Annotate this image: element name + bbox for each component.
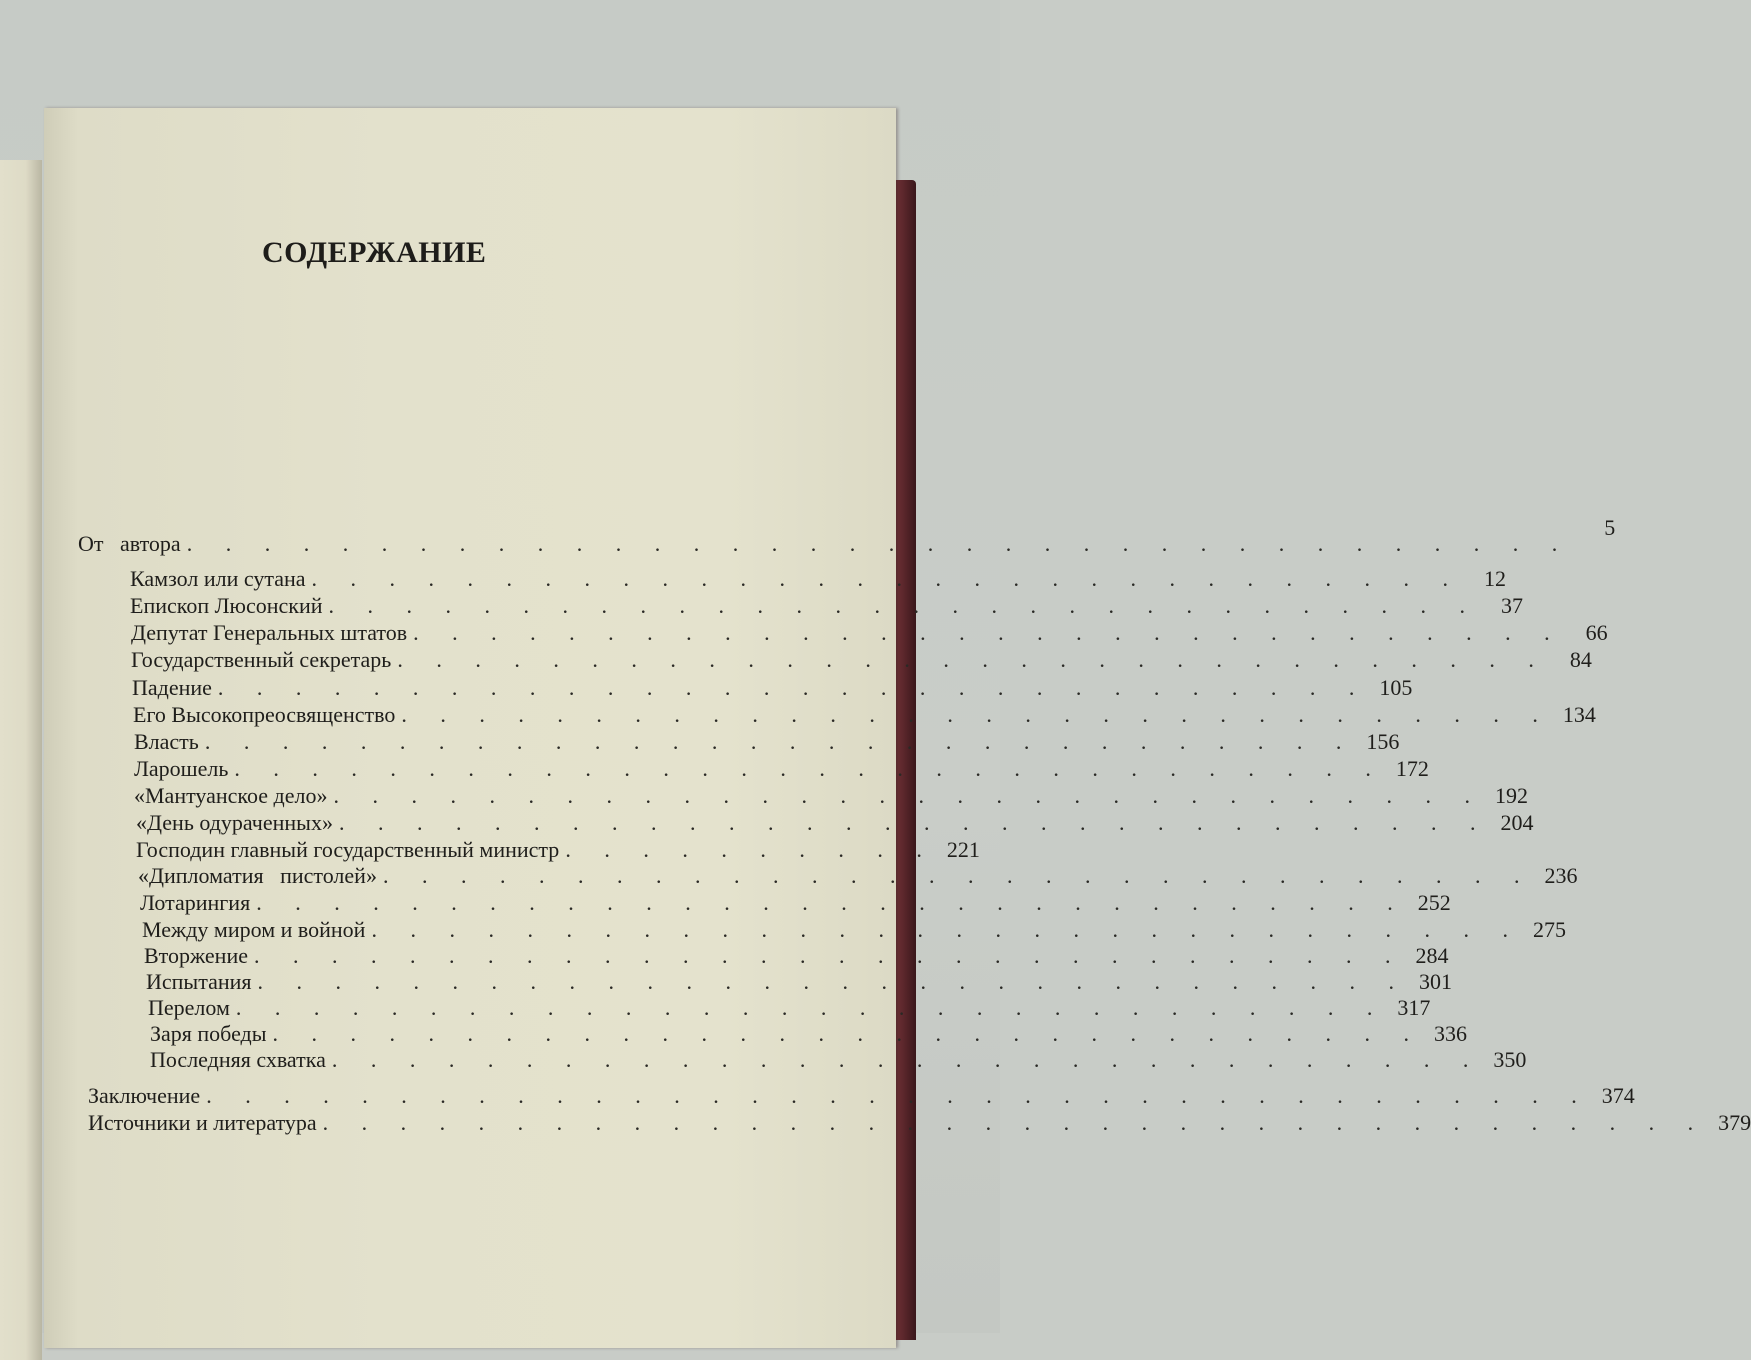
toc-entry-page: 374 xyxy=(1601,1083,1635,1108)
leader-dots: . . . . . . . . . . . . . . . . . . . . . . . . . . . . . . xyxy=(382,863,1534,888)
leader-dots: . . . . . . . . . . . . . . . . . . . . . . . . . . . . . . . . . . . . xyxy=(186,531,1572,556)
leader-dots: . . . . . . . . . . . . . . . . . . . . . . . . . . . . . . xyxy=(401,702,1552,727)
leader-dots: . . . . . . . . . . . . . . . . . . . . . . . . . . . . . . xyxy=(253,943,1405,968)
toc-entry xyxy=(148,994,1431,1022)
toc-entry-label: От автора xyxy=(78,531,181,556)
toc-entry xyxy=(134,782,1528,810)
toc-entry-page: 66 xyxy=(1585,620,1608,645)
toc-entry-page: 275 xyxy=(1532,917,1566,942)
toc-entry xyxy=(78,515,1616,558)
leader-dots: . . . . . . . . . . . . . . . . . . . . . . . . . . . . . . xyxy=(328,593,1479,618)
toc-entry-page: 284 xyxy=(1415,943,1449,968)
leader-dots: . . . . . . . . . . . . . . . . . . . . . . . . . . . . . . xyxy=(311,566,1463,591)
toc-entry xyxy=(130,565,1507,593)
toc-entry-label: Заря победы xyxy=(150,1021,267,1046)
toc-entry-page: 252 xyxy=(1417,890,1451,915)
toc-entry-label: Депутат Генеральных штатов xyxy=(131,620,408,645)
leader-dots: . . . . . . . . . . . . . . . . . . . . . . . . . . . . . . xyxy=(204,729,1356,754)
leader-dots: . . . . . . . . . . . . . . . . . . . . . . . . . . . . . . xyxy=(371,917,1522,942)
toc-entry-page: 12 xyxy=(1484,566,1507,591)
leader-dots: . . . . . . . . . . . . . . . . . . . . . . . . . . . . . . xyxy=(217,675,1369,700)
toc-entry-page: 37 xyxy=(1501,593,1523,618)
leader-dots: . . . . . . . . . . . . . . . . . . . . . . . . . . . . . . xyxy=(338,810,1490,835)
toc-entry-page: 84 xyxy=(1569,647,1592,672)
leader-dots: . . . . . . . . . . . . . . . . . . . . . . . . . . . . . . xyxy=(272,1021,1424,1046)
toc-entry-label: «Дипломатия пистолей» xyxy=(138,863,377,888)
toc-entry xyxy=(88,1109,1751,1137)
toc-entry-label: Епископ Люсонский xyxy=(130,593,323,618)
toc-entry xyxy=(136,809,1534,837)
leader-dots: . . . . . . . . . . . . . . . . . . . . . . . . . . . . . . xyxy=(413,620,1564,645)
toc-entry-page: 379 xyxy=(1718,1110,1751,1135)
toc-entry xyxy=(146,968,1453,996)
toc-entry xyxy=(134,755,1429,783)
toc-entry-page: 236 xyxy=(1544,863,1578,888)
toc-entry xyxy=(131,646,1592,674)
toc-entry xyxy=(131,619,1608,647)
toc-entry xyxy=(142,916,1566,944)
toc-entry-label: Государственный секретарь xyxy=(131,647,392,672)
toc-entry-page: 317 xyxy=(1397,995,1431,1020)
leader-dots: . . . . . . . . . . . . . . . . . . . . . . . . . . . . . . xyxy=(333,783,1484,808)
toc-entry xyxy=(150,1046,1527,1074)
toc-entry-label: Перелом xyxy=(148,995,230,1020)
toc-entry xyxy=(140,889,1451,917)
toc-entry-label: Падение xyxy=(132,675,212,700)
toc-entry xyxy=(134,728,1400,756)
toc-entry-label: Господин главный государственный министр xyxy=(136,837,560,862)
leader-dots: . . . . . . . . . . . . . . . . . . . . . . . . . . . . . . . . . . . . xyxy=(322,1110,1708,1135)
toc-entry-label: Источники и литература xyxy=(88,1110,317,1135)
toc-entry xyxy=(88,1082,1635,1110)
toc-entry-label: Испытания xyxy=(146,969,252,994)
toc-entry-label: Заключение xyxy=(88,1083,201,1108)
toc-entry-label: «День одураченных» xyxy=(136,810,333,835)
toc-entry xyxy=(150,1020,1468,1048)
toc-entry-label: Последняя схватка xyxy=(150,1047,326,1072)
leader-dots: . . . . . . . . . . . . . . . . . . . . . . . . . . . . . . . . . . . . xyxy=(206,1083,1591,1108)
toc-entry-page: 172 xyxy=(1395,756,1429,781)
leader-dots: . . . . . . . . . . . . . . . . . . . . . . . . . . . . . . xyxy=(331,1047,1483,1072)
toc-entry xyxy=(144,942,1449,970)
toc-entry-label: Власть xyxy=(134,729,199,754)
toc-entry xyxy=(138,862,1578,890)
toc-entry xyxy=(130,592,1523,620)
toc-entry xyxy=(133,701,1596,729)
leader-dots: . . . . . . . . . . . . . . . . . . . . . . . . . . . . . . xyxy=(235,995,1387,1020)
leader-dots: . . . . . . . . . . . . . . . . . . . . . . . . . . . . . . xyxy=(256,890,1407,915)
toc-entry-page: 336 xyxy=(1434,1021,1468,1046)
toc-entry-label: Ларошель xyxy=(134,756,229,781)
toc-entry-page: 204 xyxy=(1500,810,1534,835)
toc-entry xyxy=(132,674,1413,702)
leader-dots: . . . . . . . . . . . . . . . . . . . . . . . . . . . . . . xyxy=(397,647,1548,672)
toc-entry-page: 350 xyxy=(1493,1047,1527,1072)
toc-entry-page: 301 xyxy=(1419,969,1453,994)
leader-dots: . . . . . . . . . . . . . . . . . . . . . . . . . . . . . . xyxy=(234,756,1385,781)
leader-dots: . . . . . . . . . . xyxy=(565,837,936,862)
toc-entry-page: 5 xyxy=(1604,515,1616,540)
toc-entry-label: Лотарингия xyxy=(140,890,251,915)
page-title: СОДЕРЖАНИЕ xyxy=(262,236,487,269)
toc-entry-label: Между миром и войной xyxy=(142,917,366,942)
leader-dots: . . . . . . . . . . . . . . . . . . . . . . . . . . . . . . xyxy=(257,969,1409,994)
toc-entry-label: Его Высокопреосвященство xyxy=(133,702,396,727)
toc-entry-page: 192 xyxy=(1494,783,1528,808)
toc-entry-page: 105 xyxy=(1379,675,1413,700)
toc-entry-label: Вторжение xyxy=(144,943,248,968)
toc-entry-page: 156 xyxy=(1366,729,1400,754)
toc-entry xyxy=(136,836,980,864)
toc-entry-page: 134 xyxy=(1562,702,1596,727)
toc-entry-label: «Мантуанское дело» xyxy=(134,783,328,808)
toc-entry-label: Камзол или сутана xyxy=(130,566,306,591)
toc-entry-page: 221 xyxy=(946,837,980,862)
